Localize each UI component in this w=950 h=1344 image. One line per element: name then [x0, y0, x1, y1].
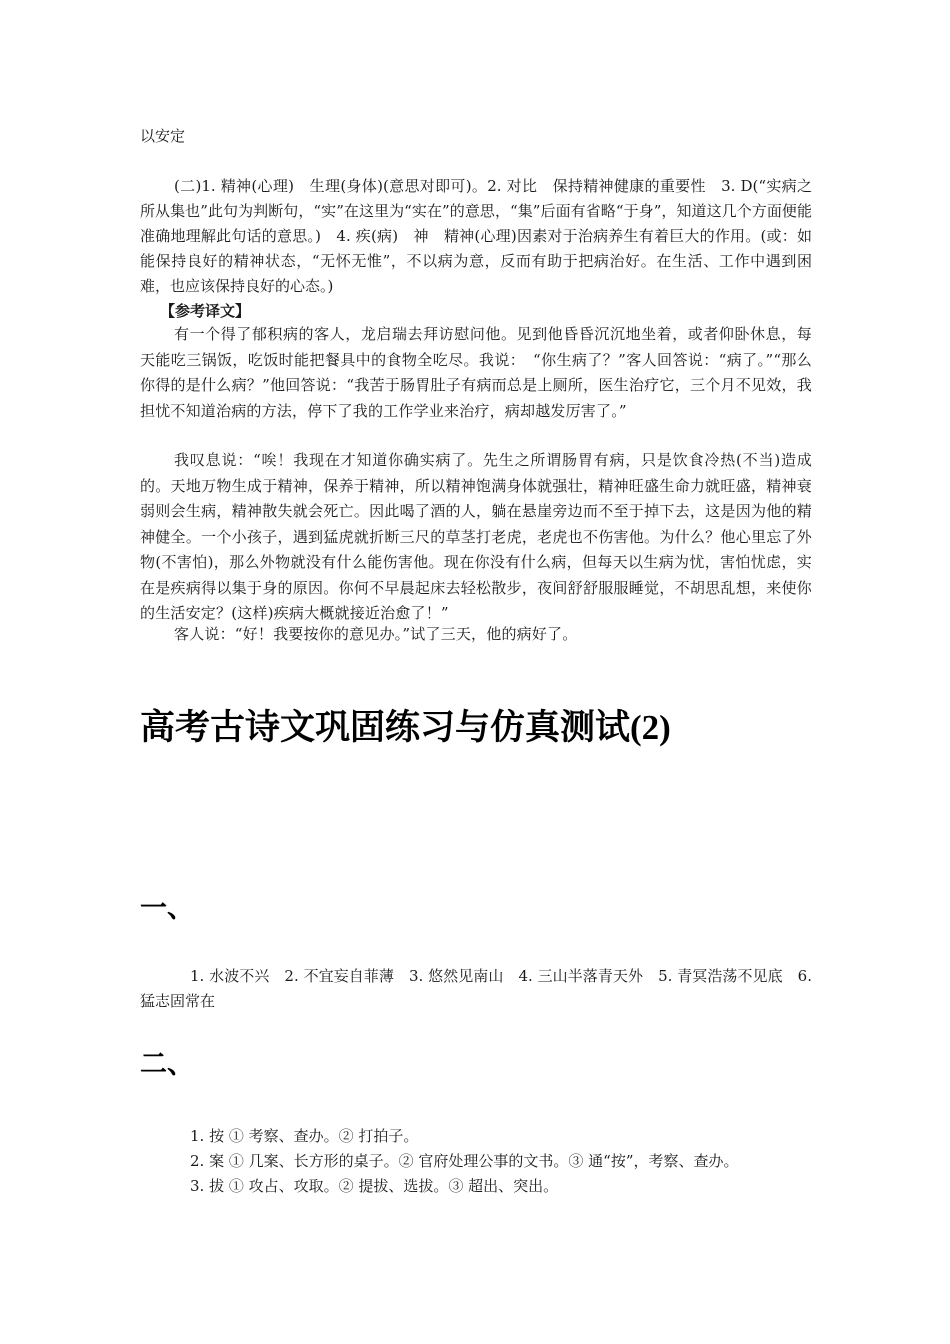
list-item: 3. 拔 ① 攻占、攻取。② 提拔、选拔。③ 超出、突出。	[190, 1177, 559, 1195]
section-2-list	[190, 1124, 739, 1199]
page-title: 高考古诗文巩固练习与仿真测试(2)	[140, 708, 671, 747]
section-1-answers: 1. 水波不兴 2. 不宜妄自菲薄 3. 悠然见南山 4. 三山半落青天外 5. 青冥浩荡不见底 6. 猛志固常在	[140, 967, 812, 1010]
translation-paragraph-3: 客人说：“好！我要按你的意见办。”试了三天，他的病好了。	[174, 625, 578, 643]
list-item: 2. 案 ① 几案、长方形的桌子。② 官府处理公事的文书。③ 通“按”，考察、查办。	[190, 1152, 739, 1170]
reference-translation-heading: 【参考译文】	[160, 302, 251, 320]
answers-part2-paragraph: (二)1. 精神(心理) 生理(身体)(意思对即可)。2. 对比 保持精神健康的重要性 3. D(“实病之所从集也”此句为判断句，“实”在这里为“实在”的意思，“集”后面有省略“于身”，知道这几个方面便能准确地理解此句话的意思。) 4. 疾(病) 神 精神(心理)因素对于治病养生有着巨大的作用。(或：如能保持良好的精神状态，“无怀无惟”，不以病为意，反而有助于把病治好。在生活、工作中遇到困难，也应该保持良好的心态。)	[140, 177, 812, 295]
section-1-heading: 一、	[140, 893, 194, 924]
translation-paragraph-2: 我叹息说：“唉！我现在才知道你确实病了。先生之所谓肠胃有病，只是饮食冷热(不当)造成的。天地万物生成于精神，保养于精神，所以精神饱满身体就强壮，精神旺盛生命力就旺盛，精神衰弱则会生病，精神散失就会死亡。因此喝了酒的人，躺在悬崖旁边而不至于掉下去，这是因为他的精神健全。一个小孩子，遇到猛虎就折断三尺的草茎打老虎，老虎也不伤害他。为什么？他心里忘了外物(不害怕)，那么外物就没有什么能伤害他。现在你没有什么病，但每天以生病为忧，害怕忧虑，实在是疾病得以集于身的原因。你何不早晨起床去轻松散步，夜间舒舒服服睡觉，不胡思乱想，来使你的生活安定？(这样)疾病大概就接近治愈了！”	[140, 451, 812, 622]
section-2-heading: 二、	[140, 1049, 194, 1080]
intro-tail-text: 以安定	[140, 127, 186, 145]
translation-paragraph-1: 有一个得了郁积病的客人，龙启瑞去拜访慰问他。见到他昏昏沉沉地坐着，或者仰卧休息，每天能吃三锅饭，吃饭时能把餐具中的食物全吃尽。我说： “你生病了？”客人回答说：“病了。”“那么你得的是什么病？”他回答说：“我苦于肠胃肚子有病而总是上厕所，医生治疗它，三个月不见效，我担忧不知道治病的方法，停下了我的工作学业来治疗，病却越发厉害了。”	[140, 325, 812, 420]
list-item: 1. 按 ① 考察、查办。② 打拍子。	[190, 1127, 419, 1145]
